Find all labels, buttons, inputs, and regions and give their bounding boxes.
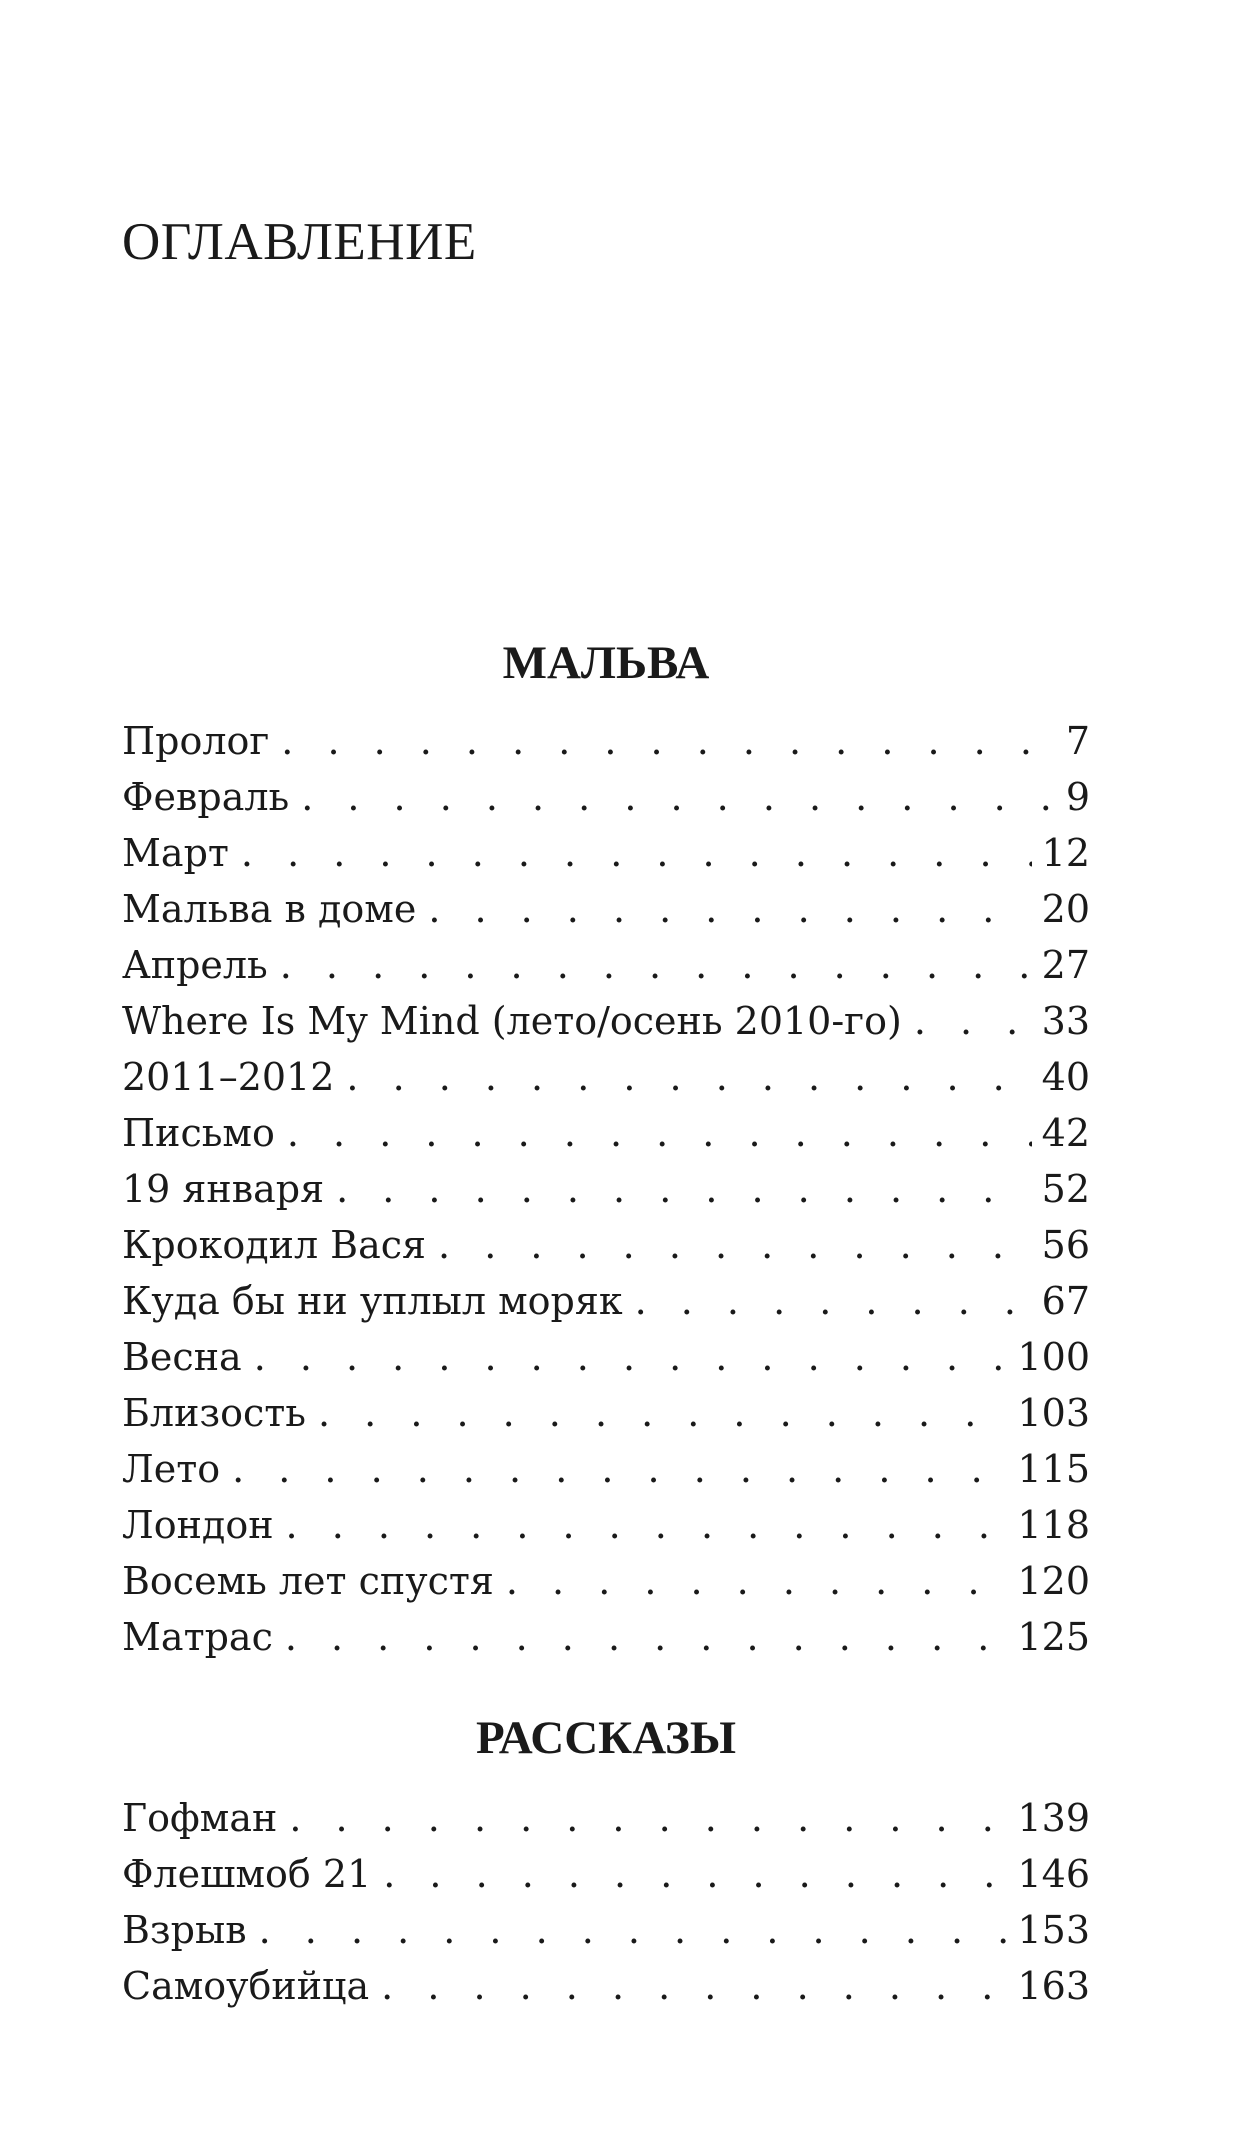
toc-entry-title: Мальва в доме	[122, 887, 417, 931]
dot-leader	[318, 1391, 1007, 1435]
dot-leader	[346, 1055, 1031, 1099]
toc-entry-title: 2011–2012	[122, 1055, 335, 1099]
toc-entry[interactable]	[122, 1111, 1090, 1167]
toc-entry[interactable]	[122, 831, 1090, 887]
section-heading: МАЛЬВА	[502, 637, 710, 689]
toc-entry-title: Лондон	[122, 1503, 274, 1547]
toc-list	[122, 719, 1090, 1671]
toc-entry-title: Куда бы ни уплыл моряк	[122, 1279, 623, 1323]
toc-entry[interactable]	[122, 719, 1090, 775]
toc-list	[122, 1796, 1090, 2020]
toc-entry[interactable]	[122, 1447, 1090, 1503]
toc-entry-page: 153	[1017, 1908, 1090, 1952]
dot-leader	[428, 887, 1031, 931]
toc-entry[interactable]	[122, 999, 1090, 1055]
dot-leader	[336, 1167, 1032, 1211]
toc-entry-title: Февраль	[122, 775, 290, 819]
toc-entry-page: 125	[1017, 1615, 1090, 1659]
toc-entry-title: Март	[122, 831, 229, 875]
toc-entry[interactable]	[122, 1055, 1090, 1111]
toc-entry-title: Весна	[122, 1335, 242, 1379]
toc-entry-title: Гофман	[122, 1796, 278, 1840]
dot-leader	[438, 1223, 1032, 1267]
toc-entry[interactable]	[122, 1852, 1090, 1908]
toc-entry-page: 7	[1065, 719, 1090, 763]
section-rasskazy	[122, 1712, 1090, 2020]
toc-entry-page: 118	[1017, 1503, 1090, 1547]
toc-entry-page: 146	[1017, 1852, 1090, 1896]
dot-leader	[506, 1559, 1008, 1603]
toc-entry-page: 120	[1017, 1559, 1090, 1603]
dot-leader	[280, 943, 1032, 987]
toc-entry-page: 33	[1041, 999, 1090, 1043]
toc-entry[interactable]	[122, 1391, 1090, 1447]
toc-entry-page: 103	[1017, 1391, 1090, 1435]
toc-entry-page: 12	[1041, 831, 1090, 875]
toc-entry-page: 20	[1041, 887, 1090, 931]
section-malva	[122, 637, 1090, 1671]
toc-entry-page: 115	[1017, 1447, 1090, 1491]
toc-entry-page: 100	[1017, 1335, 1090, 1379]
toc-entry-page: 163	[1017, 1964, 1090, 2008]
dot-leader	[287, 1111, 1032, 1155]
dot-leader	[381, 1964, 1007, 2008]
toc-entry-title: Восемь лет спустя	[122, 1559, 494, 1603]
toc-entry-page: 67	[1041, 1279, 1090, 1323]
page-title: ОГЛАВЛЕНИЕ	[122, 212, 477, 271]
dot-leader	[914, 999, 1032, 1043]
toc-entry-title: Взрыв	[122, 1908, 247, 1952]
toc-entry[interactable]	[122, 943, 1090, 999]
section-heading: РАССКАЗЫ	[476, 1712, 736, 1764]
toc-entry[interactable]	[122, 887, 1090, 943]
toc-entry[interactable]	[122, 1335, 1090, 1391]
dot-leader	[241, 831, 1032, 875]
dot-leader	[259, 1908, 1008, 1952]
dot-leader	[232, 1447, 1007, 1491]
toc-entry[interactable]	[122, 1167, 1090, 1223]
toc-entry[interactable]	[122, 1223, 1090, 1279]
dot-leader	[301, 775, 1056, 819]
toc-entry-page: 9	[1065, 775, 1090, 819]
toc-entry-title: Флешмоб 21	[122, 1852, 372, 1896]
toc-entry-title: Апрель	[122, 943, 268, 987]
toc-entry-page: 52	[1041, 1167, 1090, 1211]
dot-leader	[289, 1796, 1007, 1840]
toc-entry-title: Крокодил Вася	[122, 1223, 427, 1267]
toc-entry[interactable]	[122, 775, 1090, 831]
toc-entry[interactable]	[122, 1279, 1090, 1335]
dot-leader	[254, 1335, 1008, 1379]
toc-entry[interactable]	[122, 1615, 1090, 1671]
toc-entry-title: Самоубийца	[122, 1964, 370, 2008]
toc-entry-page: 42	[1041, 1111, 1090, 1155]
toc-entry[interactable]	[122, 1908, 1090, 1964]
toc-entry-title: 19 января	[122, 1167, 325, 1211]
toc-entry-title: Where Is My Mind (лето/осень 2010-го)	[122, 999, 902, 1043]
toc-entry-title: Пролог	[122, 719, 270, 763]
dot-leader	[286, 1503, 1008, 1547]
toc-entry-title: Близость	[122, 1391, 306, 1435]
toc-entry-title: Матрас	[122, 1615, 273, 1659]
dot-leader	[281, 719, 1056, 763]
dot-leader	[285, 1615, 1008, 1659]
toc-entry[interactable]	[122, 1559, 1090, 1615]
toc-entry[interactable]	[122, 1503, 1090, 1559]
toc-entry-page: 40	[1041, 1055, 1090, 1099]
toc-entry-page: 56	[1041, 1223, 1090, 1267]
toc-entry-page: 139	[1017, 1796, 1090, 1840]
toc-entry-page: 27	[1041, 943, 1090, 987]
dot-leader	[383, 1852, 1007, 1896]
dot-leader	[635, 1279, 1032, 1323]
toc-entry[interactable]	[122, 1796, 1090, 1852]
toc-entry-title: Письмо	[122, 1111, 275, 1155]
toc-entry-title: Лето	[122, 1447, 221, 1491]
toc-entry[interactable]	[122, 1964, 1090, 2020]
